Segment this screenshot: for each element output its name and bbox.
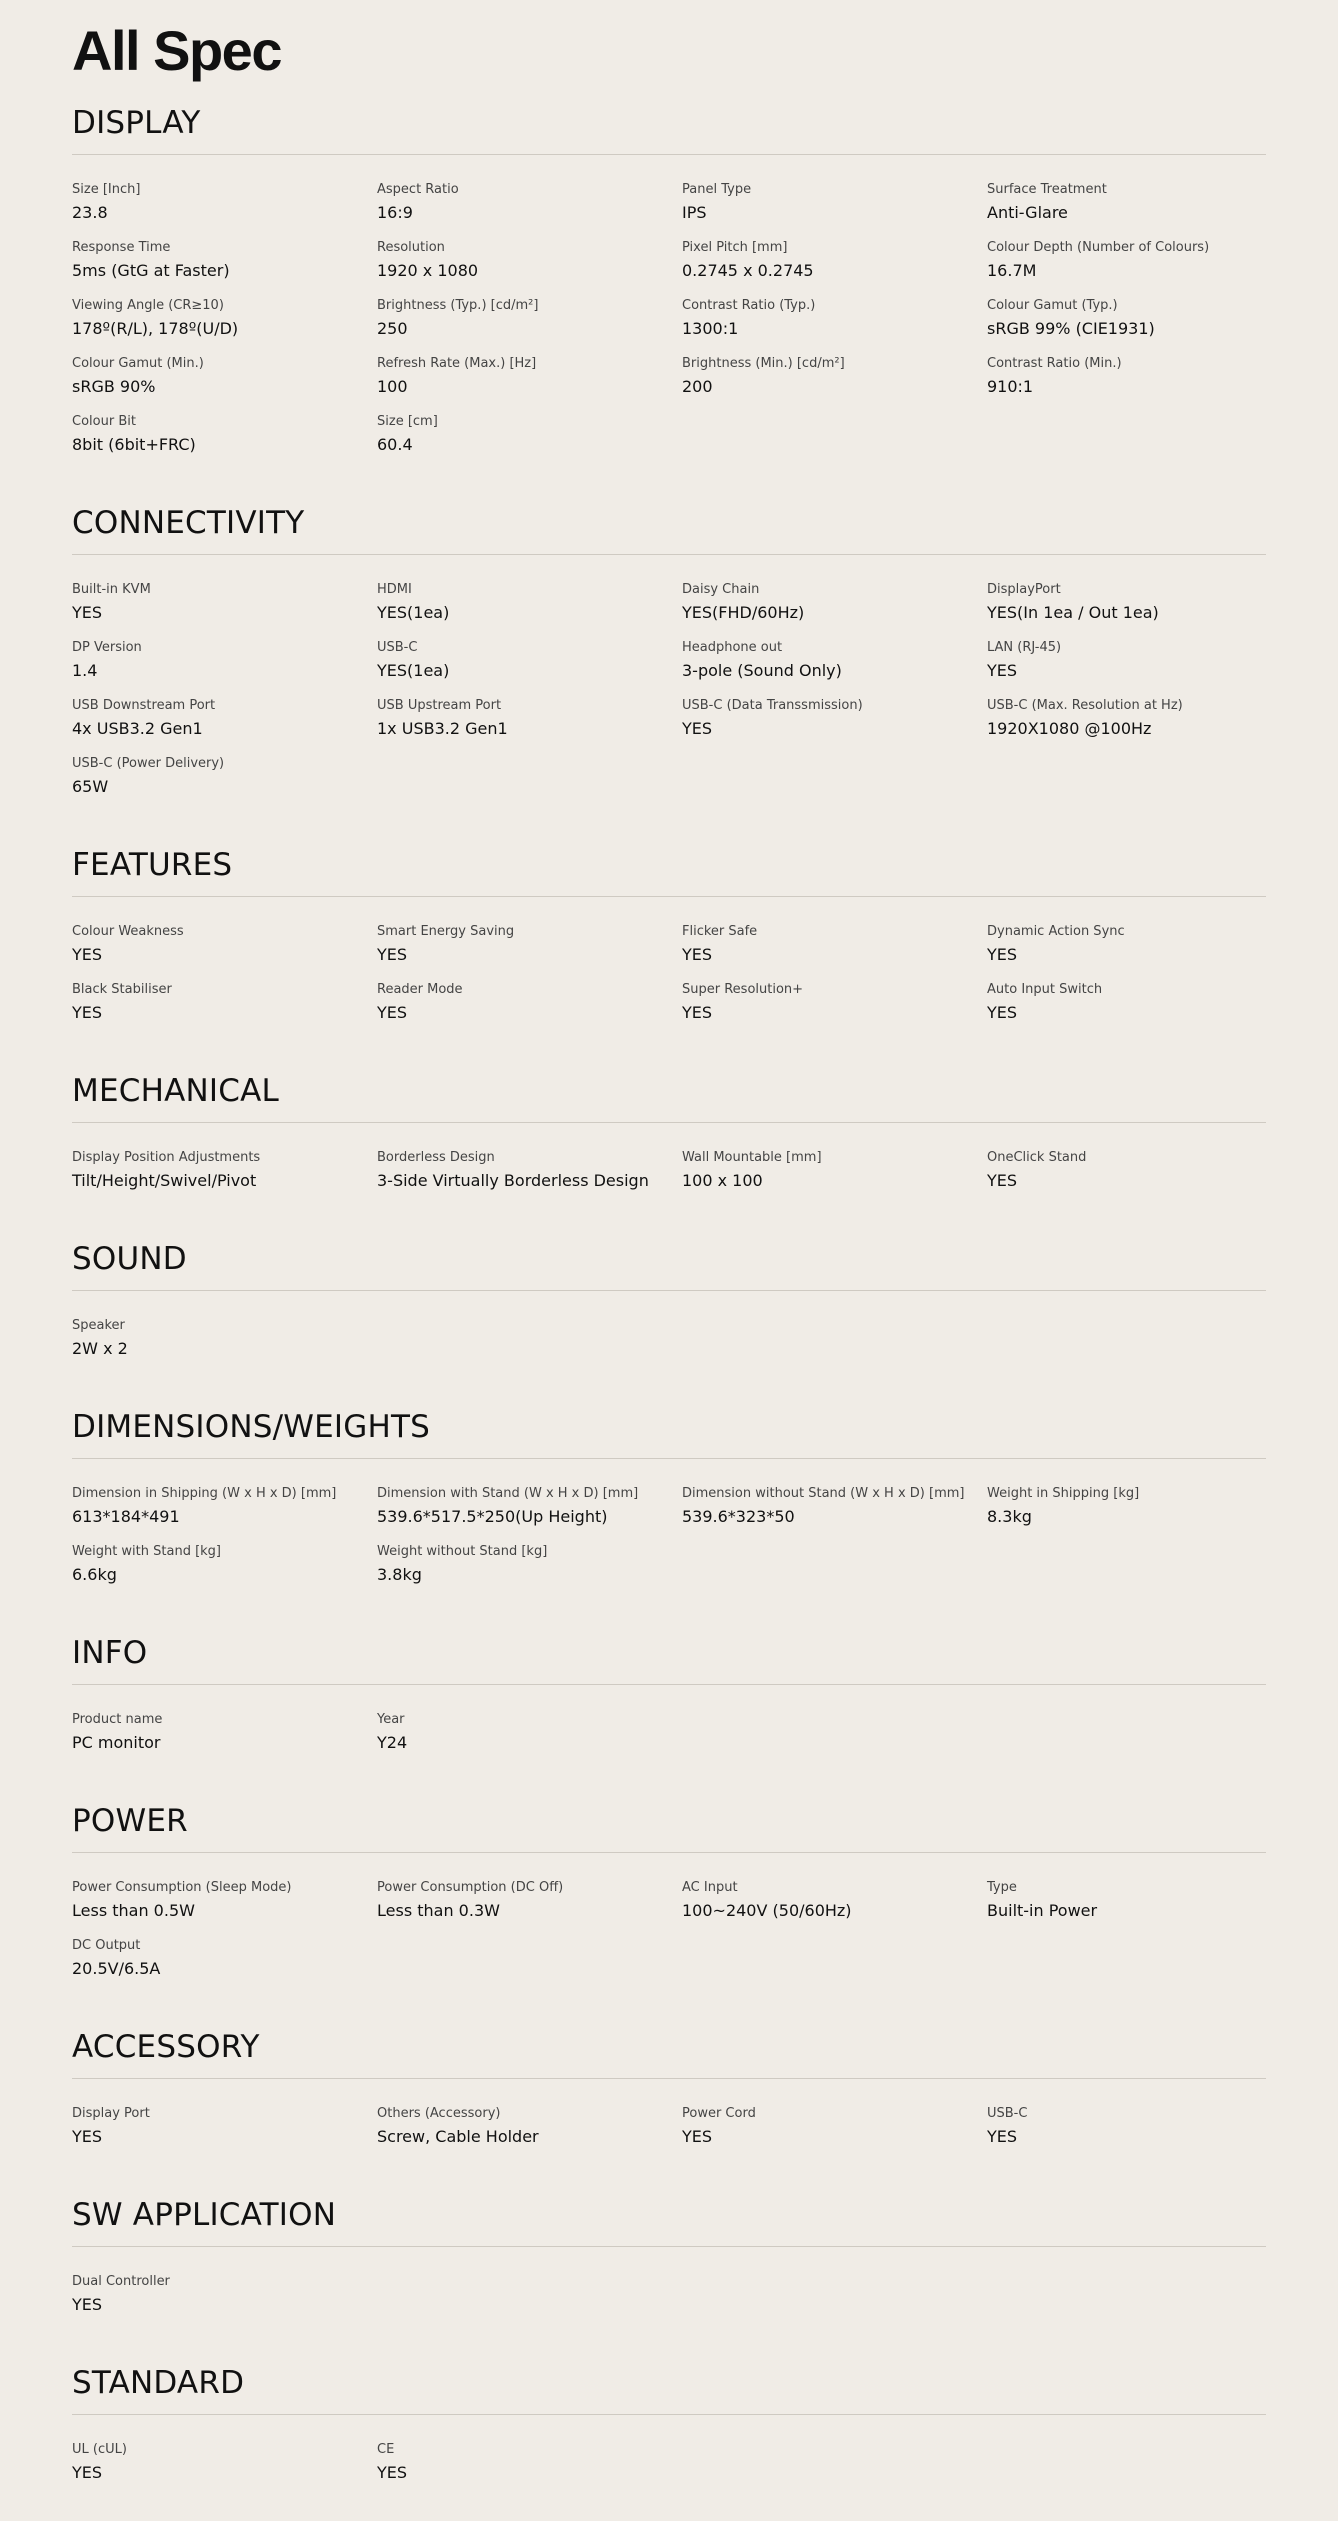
spec-label: Power Cord — [682, 2106, 756, 2121]
spec-item — [72, 582, 377, 640]
spec-value: 3.8kg — [377, 1565, 422, 1584]
spec-item — [987, 640, 1292, 698]
spec-item — [682, 182, 987, 240]
spec-value: YES — [377, 945, 408, 964]
spec-value: 200 — [682, 377, 713, 396]
spec-item — [72, 2442, 377, 2500]
spec-item — [72, 1486, 377, 1544]
spec-label: USB-C (Power Delivery) — [72, 756, 225, 771]
spec-label: Power Consumption (DC Off) — [377, 1880, 564, 1895]
spec-section-info — [72, 1623, 1266, 1791]
spec-item — [682, 924, 987, 982]
spec-item — [377, 240, 682, 298]
spec-value: 16:9 — [377, 203, 413, 222]
spec-value: 6.6kg — [72, 1565, 117, 1584]
spec-item — [987, 356, 1292, 414]
spec-value: Y24 — [377, 1733, 408, 1752]
spec-item — [72, 182, 377, 240]
spec-item — [987, 1880, 1292, 1938]
section-heading: DIMENSIONS/WEIGHTS — [72, 1397, 1266, 1459]
spec-value: 1920 x 1080 — [377, 261, 479, 280]
spec-label: Weight in Shipping [kg] — [987, 1486, 1140, 1501]
spec-grid — [72, 897, 1266, 1061]
section-heading: INFO — [72, 1623, 1266, 1685]
spec-item — [987, 582, 1292, 640]
spec-value: 1.4 — [72, 661, 98, 680]
spec-label: Speaker — [72, 1318, 125, 1333]
spec-value: 910:1 — [987, 377, 1034, 396]
spec-value: 539.6*323*50 — [682, 1507, 795, 1526]
spec-item — [72, 240, 377, 298]
spec-item — [72, 2274, 377, 2332]
spec-item — [72, 298, 377, 356]
spec-value: YES — [377, 1003, 408, 1022]
spec-section-power — [72, 1791, 1266, 2017]
spec-label: Colour Depth (Number of Colours) — [987, 240, 1210, 255]
spec-grid — [72, 155, 1266, 493]
spec-label: Auto Input Switch — [987, 982, 1103, 997]
spec-value: 1300:1 — [682, 319, 739, 338]
spec-section-features — [72, 835, 1266, 1061]
spec-label: Power Consumption (Sleep Mode) — [72, 1880, 292, 1895]
spec-grid — [72, 2247, 1266, 2353]
spec-item — [377, 1150, 682, 1208]
spec-value: 100~240V (50/60Hz) — [682, 1901, 852, 1920]
spec-label: Size [cm] — [377, 414, 438, 429]
spec-grid — [72, 2079, 1266, 2185]
spec-item — [72, 924, 377, 982]
spec-value: 1920X1080 @100Hz — [987, 719, 1152, 738]
spec-value: YES — [987, 2127, 1018, 2146]
spec-label: USB Upstream Port — [377, 698, 502, 713]
spec-label: Flicker Safe — [682, 924, 758, 939]
spec-item — [682, 1880, 987, 1938]
spec-label: USB-C (Max. Resolution at Hz) — [987, 698, 1183, 713]
spec-item — [72, 698, 377, 756]
spec-section-sound — [72, 1229, 1266, 1397]
spec-value: 23.8 — [72, 203, 108, 222]
spec-value: YES — [377, 2463, 408, 2482]
spec-value: 539.6*517.5*250(Up Height) — [377, 1507, 608, 1526]
spec-item — [987, 182, 1292, 240]
spec-label: Resolution — [377, 240, 445, 255]
spec-item — [987, 1150, 1292, 1208]
spec-label: Daisy Chain — [682, 582, 760, 597]
spec-sections — [72, 93, 1266, 2521]
spec-value: YES — [72, 945, 103, 964]
spec-item — [377, 182, 682, 240]
spec-label: USB Downstream Port — [72, 698, 216, 713]
spec-item — [682, 1486, 987, 1544]
spec-item — [682, 698, 987, 756]
section-heading: DISPLAY — [72, 93, 1266, 155]
spec-value: Screw, Cable Holder — [377, 2127, 539, 2146]
spec-label: USB-C — [987, 2106, 1028, 2121]
spec-value: Less than 0.3W — [377, 1901, 500, 1920]
spec-label: Size [Inch] — [72, 182, 141, 197]
spec-label: Borderless Design — [377, 1150, 495, 1165]
spec-value: YES — [987, 1003, 1018, 1022]
spec-value: 3-Side Virtually Borderless Design — [377, 1171, 649, 1190]
spec-label: Dual Controller — [72, 2274, 170, 2289]
spec-value: YES — [72, 2127, 103, 2146]
spec-value: 20.5V/6.5A — [72, 1959, 161, 1978]
spec-section-display — [72, 93, 1266, 493]
section-heading: ACCESSORY — [72, 2017, 1266, 2079]
spec-value: 5ms (GtG at Faster) — [72, 261, 230, 280]
spec-label: Display Position Adjustments — [72, 1150, 261, 1165]
spec-label: Wall Mountable [mm] — [682, 1150, 822, 1165]
spec-value: YES — [682, 1003, 713, 1022]
spec-item — [72, 640, 377, 698]
spec-value: 8bit (6bit+FRC) — [72, 435, 196, 454]
spec-label: USB-C — [377, 640, 418, 655]
spec-label: AC Input — [682, 1880, 738, 1895]
spec-item — [987, 982, 1292, 1040]
spec-label: USB-C (Data Transsmission) — [682, 698, 863, 713]
spec-value: IPS — [682, 203, 707, 222]
spec-label: Contrast Ratio (Min.) — [987, 356, 1122, 371]
spec-value: 2W x 2 — [72, 1339, 128, 1358]
spec-item — [682, 240, 987, 298]
spec-value: YES — [72, 2463, 103, 2482]
spec-label: Display Port — [72, 2106, 150, 2121]
spec-grid — [72, 1853, 1266, 2017]
spec-label: Viewing Angle (CR≥10) — [72, 298, 224, 313]
spec-value: YES — [72, 2295, 103, 2314]
spec-item — [72, 414, 377, 472]
spec-label: Year — [377, 1712, 405, 1727]
section-heading: SW APPLICATION — [72, 2185, 1266, 2247]
spec-value: YES — [987, 661, 1018, 680]
spec-item — [987, 1486, 1292, 1544]
spec-value: Anti-Glare — [987, 203, 1068, 222]
spec-item — [377, 982, 682, 1040]
spec-item — [72, 1880, 377, 1938]
spec-item — [987, 298, 1292, 356]
spec-label: DisplayPort — [987, 582, 1061, 597]
spec-label: Product name — [72, 1712, 163, 1727]
spec-value: YES — [682, 945, 713, 964]
spec-item — [377, 1544, 682, 1602]
spec-section-connectivity — [72, 493, 1266, 835]
spec-item — [682, 1150, 987, 1208]
spec-item — [377, 2106, 682, 2164]
spec-value: YES — [72, 603, 103, 622]
spec-value: YES(FHD/60Hz) — [682, 603, 805, 622]
spec-item — [377, 1486, 682, 1544]
spec-item — [72, 1544, 377, 1602]
spec-value: YES — [682, 719, 713, 738]
spec-value: YES — [987, 945, 1018, 964]
spec-label: Colour Gamut (Min.) — [72, 356, 204, 371]
spec-label: Brightness (Typ.) [cd/m²] — [377, 298, 539, 313]
spec-value: 4x USB3.2 Gen1 — [72, 719, 203, 738]
spec-label: Panel Type — [682, 182, 752, 197]
spec-item — [72, 1938, 377, 1996]
spec-item — [377, 1880, 682, 1938]
spec-item — [72, 1150, 377, 1208]
spec-label: Colour Gamut (Typ.) — [987, 298, 1118, 313]
spec-grid — [72, 1123, 1266, 1229]
spec-item — [72, 982, 377, 1040]
page-title: All Spec — [72, 19, 281, 82]
spec-label: LAN (RJ-45) — [987, 640, 1062, 655]
spec-item — [72, 756, 377, 814]
section-heading: SOUND — [72, 1229, 1266, 1291]
spec-item — [377, 582, 682, 640]
spec-label: Built-in KVM — [72, 582, 151, 597]
spec-item — [72, 356, 377, 414]
spec-value: YES(1ea) — [377, 603, 450, 622]
spec-section-accessory — [72, 2017, 1266, 2185]
spec-label: Brightness (Min.) [cd/m²] — [682, 356, 845, 371]
spec-label: Weight without Stand [kg] — [377, 1544, 548, 1559]
spec-value: 8.3kg — [987, 1507, 1032, 1526]
spec-item — [682, 2106, 987, 2164]
spec-value: YES — [682, 2127, 713, 2146]
spec-value: 100 x 100 — [682, 1171, 763, 1190]
spec-value: YES — [72, 1003, 103, 1022]
spec-item — [72, 2106, 377, 2164]
spec-label: Super Resolution+ — [682, 982, 804, 997]
spec-value: 16.7M — [987, 261, 1037, 280]
spec-label: DC Output — [72, 1938, 141, 1953]
spec-value: 0.2745 x 0.2745 — [682, 261, 814, 280]
spec-value: sRGB 90% — [72, 377, 156, 396]
spec-label: Others (Accessory) — [377, 2106, 501, 2121]
spec-value: 1x USB3.2 Gen1 — [377, 719, 508, 738]
spec-item — [377, 414, 682, 472]
spec-label: Dimension with Stand (W x H x D) [mm] — [377, 1486, 639, 1501]
spec-value: sRGB 99% (CIE1931) — [987, 319, 1155, 338]
spec-item — [682, 982, 987, 1040]
spec-item — [377, 298, 682, 356]
spec-label: Pixel Pitch [mm] — [682, 240, 788, 255]
section-heading: MECHANICAL — [72, 1061, 1266, 1123]
section-heading: CONNECTIVITY — [72, 493, 1266, 555]
spec-label: Colour Bit — [72, 414, 136, 429]
spec-label: DP Version — [72, 640, 142, 655]
spec-label: Reader Mode — [377, 982, 463, 997]
spec-item — [72, 1712, 377, 1770]
spec-label: Weight with Stand [kg] — [72, 1544, 221, 1559]
spec-item — [987, 2106, 1292, 2164]
spec-item — [987, 924, 1292, 982]
spec-value: 3-pole (Sound Only) — [682, 661, 842, 680]
spec-label: CE — [377, 2442, 395, 2457]
spec-label: Black Stabiliser — [72, 982, 172, 997]
spec-label: Aspect Ratio — [377, 182, 459, 197]
spec-value: 65W — [72, 777, 109, 796]
spec-item — [72, 1318, 377, 1376]
spec-value: 613*184*491 — [72, 1507, 180, 1526]
spec-section-standard — [72, 2353, 1266, 2521]
spec-value: Built-in Power — [987, 1901, 1098, 1920]
spec-label: Smart Energy Saving — [377, 924, 515, 939]
spec-item — [377, 640, 682, 698]
section-heading: FEATURES — [72, 835, 1266, 897]
spec-value: 250 — [377, 319, 408, 338]
spec-item — [377, 356, 682, 414]
spec-item — [377, 2442, 682, 2500]
spec-value: PC monitor — [72, 1733, 161, 1752]
spec-grid — [72, 555, 1266, 835]
spec-item — [377, 1712, 682, 1770]
spec-label: Type — [987, 1880, 1017, 1895]
spec-item — [682, 298, 987, 356]
spec-value: 60.4 — [377, 435, 413, 454]
spec-value: 178º(R/L), 178º(U/D) — [72, 319, 239, 338]
spec-label: Surface Treatment — [987, 182, 1107, 197]
spec-grid — [72, 1291, 1266, 1397]
spec-value: YES(1ea) — [377, 661, 450, 680]
spec-grid — [72, 1459, 1266, 1623]
spec-item — [377, 698, 682, 756]
spec-value: YES(In 1ea / Out 1ea) — [987, 603, 1159, 622]
spec-label: HDMI — [377, 582, 412, 597]
spec-value: YES — [987, 1171, 1018, 1190]
section-heading: STANDARD — [72, 2353, 1266, 2415]
spec-label: Headphone out — [682, 640, 783, 655]
spec-label: Response Time — [72, 240, 171, 255]
spec-item — [682, 356, 987, 414]
spec-label: OneClick Stand — [987, 1150, 1087, 1165]
spec-item — [682, 582, 987, 640]
spec-item — [682, 640, 987, 698]
spec-grid — [72, 1685, 1266, 1791]
spec-item — [377, 924, 682, 982]
spec-label: Dimension without Stand (W x H x D) [mm] — [682, 1486, 965, 1501]
spec-value: Less than 0.5W — [72, 1901, 195, 1920]
section-heading: POWER — [72, 1791, 1266, 1853]
spec-section-sw-application — [72, 2185, 1266, 2353]
spec-value: 100 — [377, 377, 408, 396]
spec-label: Dimension in Shipping (W x H x D) [mm] — [72, 1486, 337, 1501]
spec-item — [987, 240, 1292, 298]
spec-label: Colour Weakness — [72, 924, 184, 939]
spec-label: Dynamic Action Sync — [987, 924, 1125, 939]
spec-item — [987, 698, 1292, 756]
spec-grid — [72, 2415, 1266, 2521]
spec-label: UL (cUL) — [72, 2442, 127, 2457]
spec-label: Contrast Ratio (Typ.) — [682, 298, 816, 313]
spec-value: Tilt/Height/Swivel/Pivot — [72, 1171, 257, 1190]
spec-label: Refresh Rate (Max.) [Hz] — [377, 356, 537, 371]
spec-section-mechanical — [72, 1061, 1266, 1229]
spec-section-dimensions-weights — [72, 1397, 1266, 1623]
